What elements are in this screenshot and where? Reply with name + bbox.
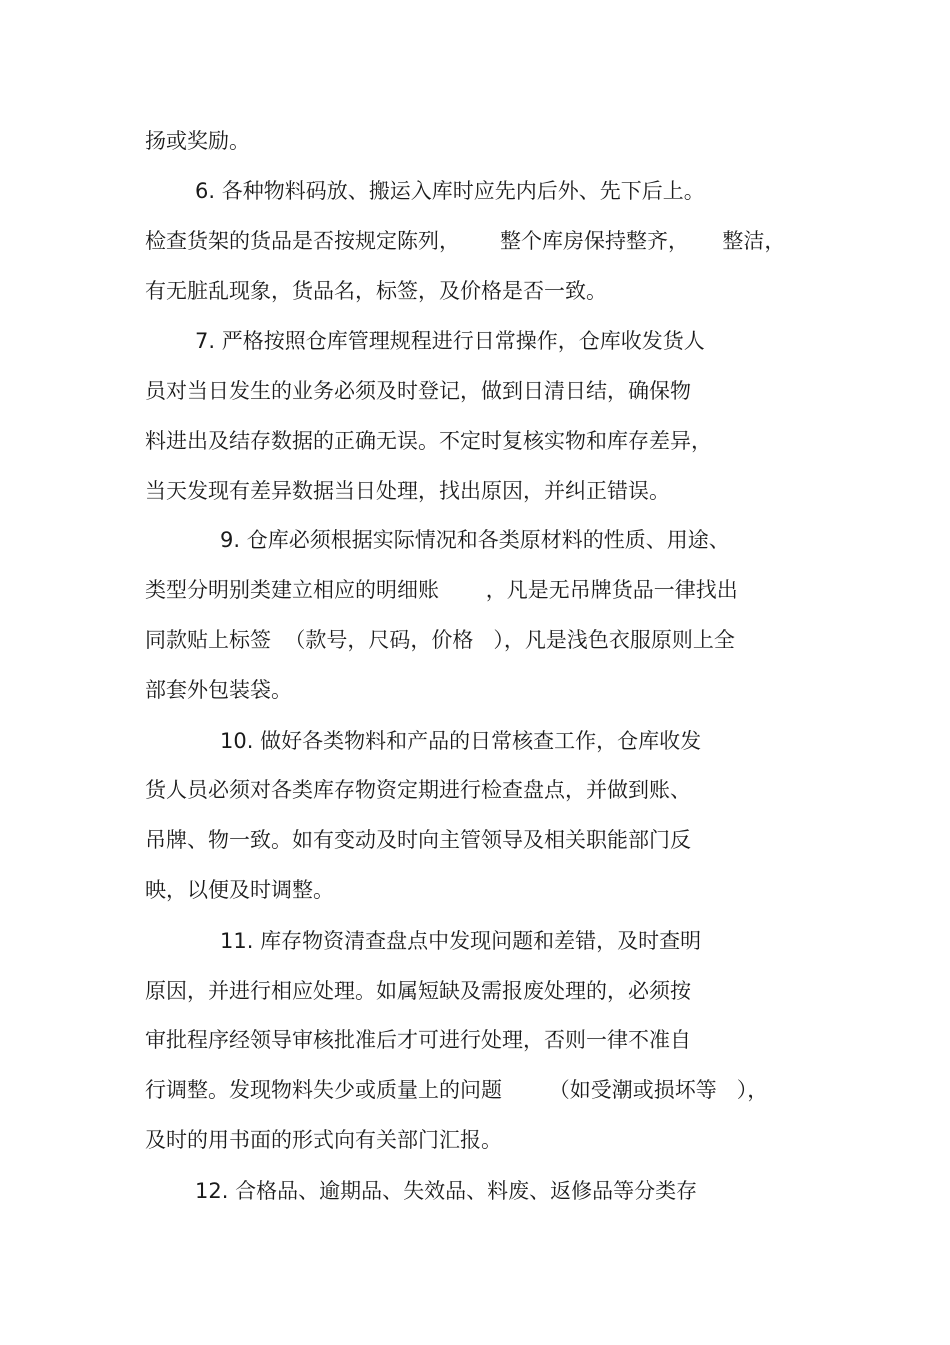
text-line: 员对当日发生的业务必须及时登记，做到日清日结，确保物 [145, 379, 691, 403]
text-line: 同款贴上标签 （款号，尺码，价格 ），凡是浅色衣服原则上全 [145, 628, 735, 652]
text-line: 审批程序经领导审核批准后才可进行处理，否则一律不准自 [145, 1028, 691, 1052]
text-line: 料进出及结存数据的正确无误。不定时复核实物和库存差异， [145, 429, 712, 453]
text-line: 类型分明别类建立相应的明细账 ，凡是无吊牌货品一律找出 [145, 578, 738, 602]
text-line: 7. 严格按照仓库管理规程进行日常操作，仓库收发货人 [195, 329, 705, 353]
text-line: 6. 各种物料码放、搬运入库时应先内后外、先下后上。 [195, 179, 705, 203]
text-line: 货人员必须对各类库存物资定期进行检查盘点，并做到账、 [145, 778, 691, 802]
text-line: 及时的用书面的形式向有关部门汇报。 [145, 1128, 502, 1152]
text-line: 9. 仓库必须根据实际情况和各类原材料的性质、用途、 [220, 528, 730, 552]
text-line: 检查货架的货品是否按规定陈列， 整个库房保持整齐， 整洁， [145, 229, 786, 253]
text-line: 11. 库存物资清查盘点中发现问题和差错，及时查明 [220, 929, 702, 953]
text-line: 扬或奖励。 [145, 129, 250, 153]
text-line: 行调整。发现物料失少或质量上的问题 （如受潮或损坏等 ）， [145, 1078, 769, 1102]
text-line: 12. 合格品、逾期品、失效品、料废、返修品等分类存 [195, 1179, 698, 1203]
text-line: 原因，并进行相应处理。如属短缺及需报废处理的，必须按 [145, 979, 691, 1003]
text-line: 10. 做好各类物料和产品的日常核查工作，仓库收发 [220, 729, 702, 753]
text-line: 有无脏乱现象，货品名，标签，及价格是否一致。 [145, 279, 607, 303]
text-line: 映，以便及时调整。 [145, 878, 334, 902]
text-line: 部套外包装袋。 [145, 678, 292, 702]
text-line: 当天发现有差异数据当日处理，找出原因，并纠正错误。 [145, 479, 670, 503]
text-line: 吊牌、物一致。如有变动及时向主管领导及相关职能部门反 [145, 828, 691, 852]
